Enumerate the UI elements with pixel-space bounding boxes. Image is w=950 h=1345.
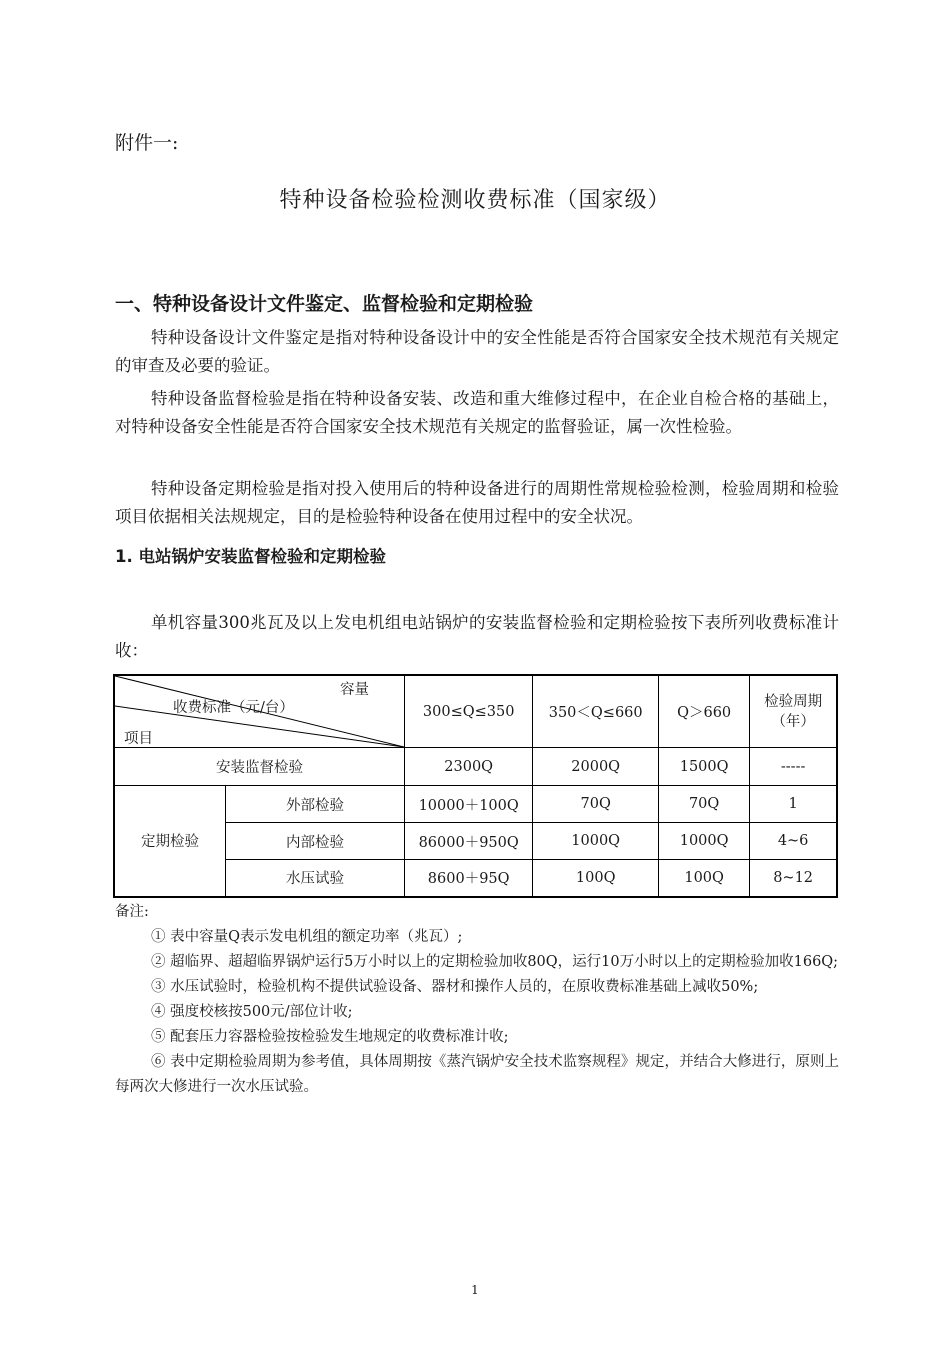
table-cell: 2000Q (533, 748, 659, 786)
notes-block (115, 900, 839, 1100)
note-item: ④ 强度校核按500元/部位计收; (151, 1004, 353, 1020)
paragraph-periodic-inspection: 特种设备定期检验是指对投入使用后的特种设备进行的周期性常规检验检测，检验周期和检验项目依据相关法规规定，目的是检验特种设备在使用过程中的安全状况。 (115, 479, 839, 526)
table-cell: 10000＋100Q (405, 786, 533, 823)
table-row (114, 748, 837, 786)
corner-fee-label: 收费标准（元/台） (173, 700, 294, 716)
table-cell: 100Q (533, 860, 659, 897)
header-capacity-1: 300≤Q≤350 (405, 675, 533, 748)
note-item: ⑤ 配套压力容器检验按检验发生地规定的收费标准计收; (151, 1029, 509, 1045)
row-label-internal: 内部检验 (226, 823, 405, 860)
note-item: ⑥ 表中定期检验周期为参考值，具体周期按《蒸汽锅炉安全技术监察规程》规定，并结合大修进行，原则上每两次大修进行一次水压试验。 (115, 1054, 839, 1095)
table-cell: 8600＋95Q (405, 860, 533, 897)
attachment-label: 附件一: (115, 132, 179, 154)
paragraph-design-review: 特种设备设计文件鉴定是指对特种设备设计中的安全性能是否符合国家安全技术规范有关规定的审查及必要的验证。 (115, 328, 839, 375)
row-label-hydro-test: 水压试验 (226, 860, 405, 897)
header-capacity-2: 350＜Q≤660 (533, 675, 659, 748)
row-label-external: 外部检验 (226, 786, 405, 823)
table-cell: ----- (750, 748, 837, 786)
table-row (114, 786, 837, 823)
fee-table (113, 674, 838, 898)
table-cell: 1 (750, 786, 837, 823)
header-capacity-3: Q＞660 (659, 675, 750, 748)
notes-label: 备注: (115, 904, 149, 920)
note-item: ② 超临界、超超临界锅炉运行5万小时以上的定期检验加收80Q，运行10万小时以上的定期检验加收166Q; (151, 954, 839, 970)
corner-item-label: 项目 (124, 731, 153, 747)
corner-capacity-label: 容量 (340, 682, 369, 698)
table-cell: 1000Q (533, 823, 659, 860)
note-item: ① 表中容量Q表示发电机组的额定功率（兆瓦）; (151, 929, 463, 945)
section-heading: 一、特种设备设计文件鉴定、监督检验和定期检验 (115, 293, 534, 315)
table-cell: 86000＋950Q (405, 823, 533, 860)
table-cell: 1500Q (659, 748, 750, 786)
page-number: 1 (471, 1283, 479, 1297)
table-cell: 8~12 (750, 860, 837, 897)
table-cell: 4~6 (750, 823, 837, 860)
row-label-install: 安装监督检验 (114, 748, 405, 786)
table-cell: 100Q (659, 860, 750, 897)
note-item: ③ 水压试验时，检验机构不提供试验设备、器材和操作人员的，在原收费标准基础上减收50%; (151, 979, 759, 995)
paragraph-table-intro: 单机容量300兆瓦及以上发电机组电站锅炉的安装监督检验和定期检验按下表所列收费标准计收： (115, 613, 839, 660)
table-cell: 70Q (659, 786, 750, 823)
header-inspection-period: 检验周期（年） (750, 675, 837, 748)
document-title: 特种设备检验检测收费标准（国家级） (279, 188, 671, 213)
table-cell: 70Q (533, 786, 659, 823)
row-group-periodic: 定期检验 (114, 786, 226, 897)
paragraph-supervision-inspection: 特种设备监督检验是指在特种设备安装、改造和重大维修过程中，在企业自检合格的基础上，对特种设备安全性能是否符合国家安全技术规范有关规定的监督验证，属一次性检验。 (115, 389, 839, 436)
table-corner-cell (114, 675, 405, 748)
table-cell: 2300Q (405, 748, 533, 786)
table-cell: 1000Q (659, 823, 750, 860)
subsection-heading: 1. 电站锅炉安装监督检验和定期检验 (115, 547, 386, 566)
